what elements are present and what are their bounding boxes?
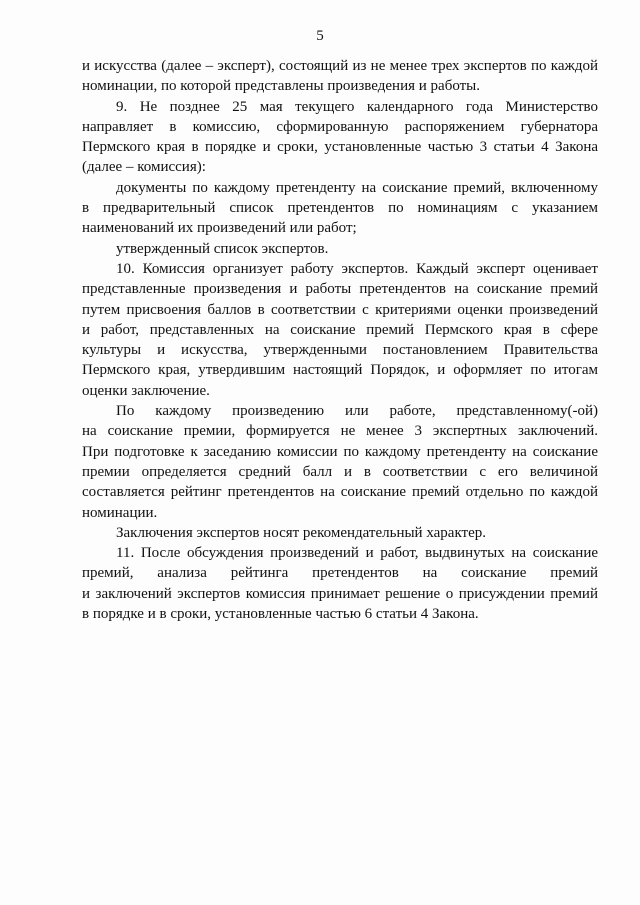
text-line: Пермского края в порядке и сроки, установленные частью 3 статьи 4 Закона <box>82 139 598 156</box>
text-line: и искусства (далее – эксперт), состоящий из не менее трех экспертов по каждой <box>82 58 598 74</box>
text-line: направляет в комиссию, сформированную распоряжением губернатора <box>82 118 598 135</box>
text-line: представленные произведения и работы претендентов на соискание премий <box>82 281 598 298</box>
text-line: 11. После обсуждения произведений и работ, выдвинутых на соискание <box>116 545 598 562</box>
text-line: премий, анализа рейтинга претендентов на соискание премий <box>82 565 598 582</box>
text-line: 10. Комиссия организует работу экспертов. Каждый эксперт оценивает <box>116 260 598 277</box>
text-line: документы по каждому претенденту на соискание премий, включенному <box>116 179 598 196</box>
text-line: составляется рейтинг претендентов на соискание премий отдельно по каждой <box>82 484 598 501</box>
text-line: культуры и искусства, утвержденными постановлением Правительства <box>82 342 598 359</box>
text-line: При подготовке к заседанию комиссии по каждому претенденту на соискание <box>82 443 598 460</box>
document-body <box>82 56 598 624</box>
text-line: оценки заключение. <box>82 382 210 399</box>
text-line: и заключений экспертов комиссия принимает решение о присуждении премий <box>82 585 598 602</box>
text-line: в предварительный список претендентов по номинациям с указанием <box>82 200 598 217</box>
text-line: номинации, по которой представлены произведения и работы. <box>82 78 481 95</box>
text-line: наименований их произведений или работ; <box>82 220 357 237</box>
text-line: путем присвоения баллов в соответствии с критериями оценки произведений <box>82 301 598 318</box>
text-line: 9. Не позднее 25 мая текущего календарного года Министерство <box>116 98 598 115</box>
text-line: утвержденный список экспертов. <box>116 240 329 257</box>
text-line: номинации. <box>82 504 158 521</box>
text-line: и работ, представленных на соискание премий Пермского края в сфере <box>82 321 598 338</box>
text-line: на соискание премии, формируется не менее 3 экспертных заключений. <box>82 423 598 440</box>
text-line: (далее – комиссия): <box>82 159 206 176</box>
page-number: 5 <box>316 28 324 44</box>
text-line: По каждому произведению или работе, представленному(-ой) <box>116 403 598 420</box>
text-line: Пермского края, утвердившим настоящий Порядок, и оформляет по итогам <box>82 362 598 379</box>
text-line: Заключения экспертов носят рекомендательный характер. <box>116 524 487 541</box>
text-line: премии определяется средний балл и в соответствии с его величиной <box>82 463 598 480</box>
text-line: в порядке и в сроки, установленные частью 6 статьи 4 Закона. <box>82 606 479 623</box>
